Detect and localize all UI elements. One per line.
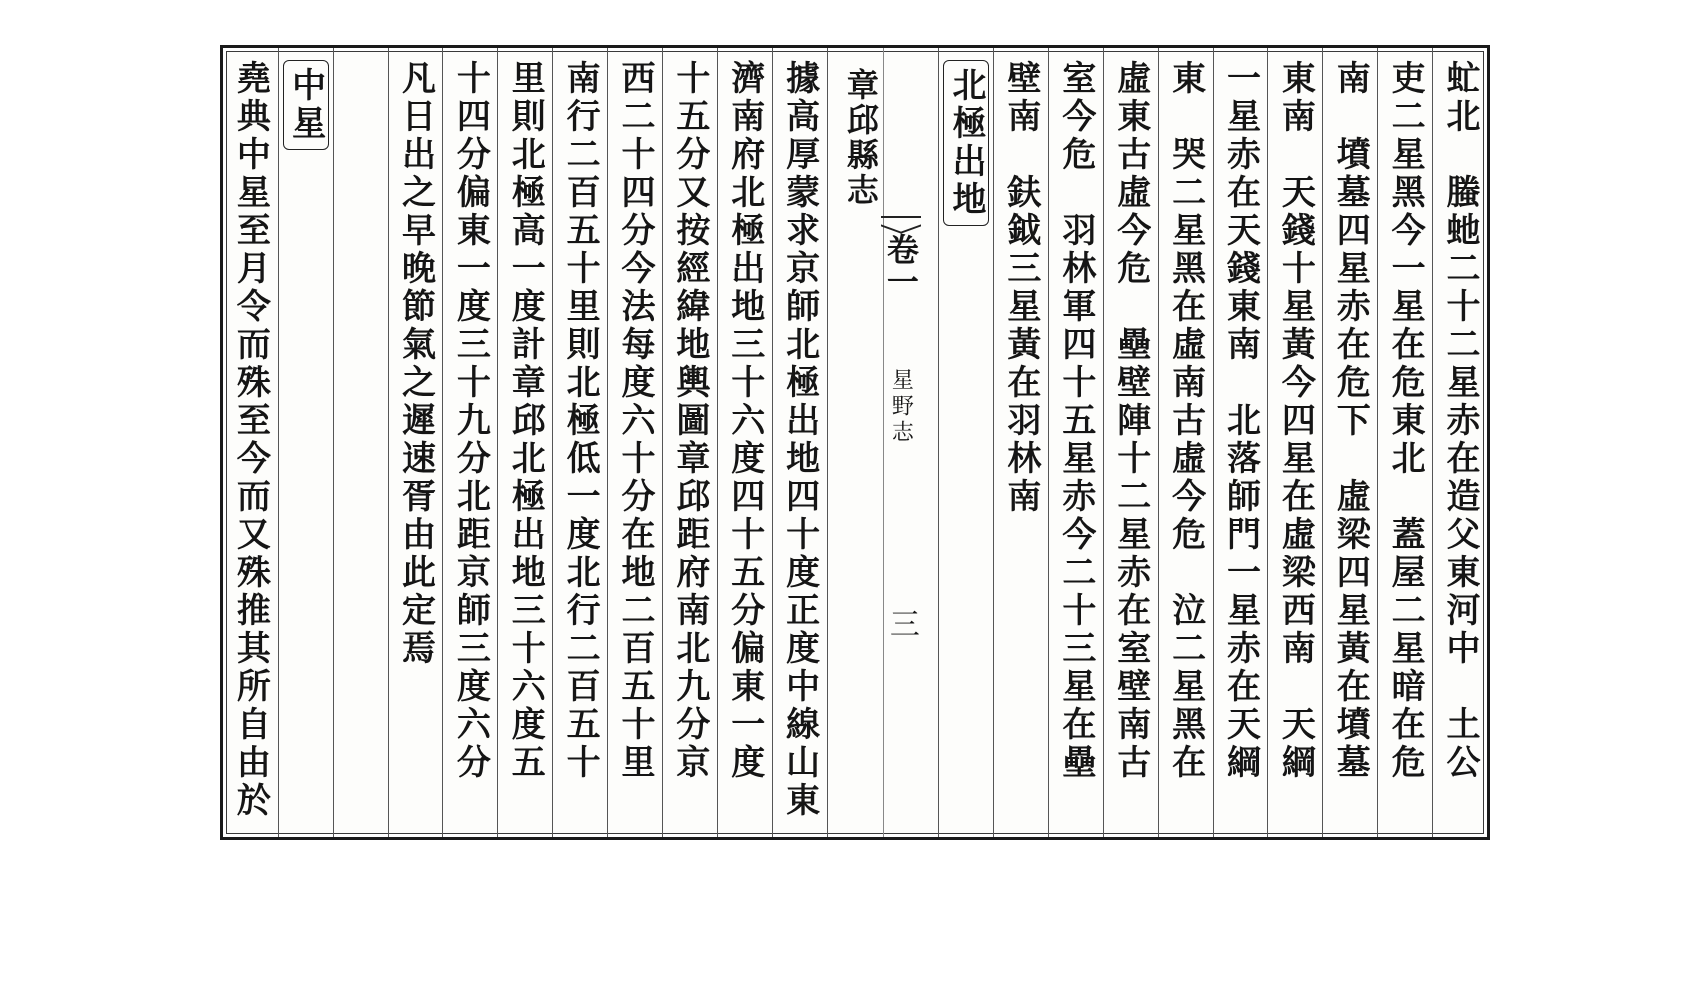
volume-label: 卷一 (881, 233, 920, 297)
text-column: 十四分偏東一度三十九分北距京師三度六分 (450, 60, 491, 782)
book-title: 章邱縣志 (841, 68, 880, 208)
right-leaf-column (1103, 48, 1158, 837)
page-number: 三 (883, 608, 919, 638)
left-leaf-column (333, 48, 388, 837)
text-column: 濟南府北極出地三十六度四十五分偏東一度 (724, 60, 765, 782)
left-leaf-column (278, 48, 333, 837)
right-leaf-column (1048, 48, 1103, 837)
fishtail-mark (881, 216, 921, 230)
text-column: 西二十四分今法每度六十分在地二百五十里 (615, 60, 655, 782)
text-column: 據高厚蒙求京師北極出地四十度正度中線山東 (779, 60, 820, 820)
section-label: 星野志 (888, 368, 914, 446)
section-heading: 北極出地 (943, 60, 989, 226)
right-leaf-column (1377, 48, 1432, 837)
text-column: 南 墳墓四星赤在危下 虛梁四星黃在墳墓 (1330, 60, 1371, 782)
center-fold (827, 48, 938, 837)
right-leaf-column (1322, 48, 1377, 837)
left-leaf-column (552, 48, 607, 837)
text-column: 凡日出之早晚節氣之遲速胥由此定焉 (395, 60, 436, 668)
left-leaf-column (497, 48, 552, 837)
text-column: 一星赤在天錢東南 北落師門一星赤在天綱 (1220, 60, 1261, 782)
left-leaf-column (607, 48, 662, 837)
text-column: 堯典中星至月令而殊至今而又殊推其所自由於 (230, 60, 271, 820)
text-column: 里則北極高一度計章邱北極出地三十六度五 (505, 60, 546, 782)
left-leaf-column (388, 48, 443, 837)
fold-line (883, 48, 884, 837)
right-leaf-column (1213, 48, 1268, 837)
right-leaf-column (1267, 48, 1322, 837)
text-column: 虻北 螣虵二十二星赤在造父東河中 土公 (1440, 60, 1481, 782)
left-leaf-column (442, 48, 497, 837)
left-leaf-column (223, 48, 278, 837)
section-heading: 中星 (283, 60, 329, 150)
left-leaf-column (772, 48, 827, 837)
text-column: 東南 天錢十星黃今四星在虛梁西南 天綱 (1275, 60, 1316, 782)
left-leaf-column (717, 48, 772, 837)
text-column: 東 哭二星黑在虛南古虛今危 泣二星黑在 (1165, 60, 1206, 782)
printed-frame (220, 45, 1490, 840)
right-leaf-column (993, 48, 1048, 837)
right-leaf-column (1432, 48, 1487, 837)
text-column: 室今危 羽林軍四十五星赤今二十三星在壘 (1055, 60, 1096, 782)
text-column: 十五分又按經緯地輿圖章邱距府南北九分京 (669, 60, 710, 782)
text-column: 壁南 鈇鉞三星黃在羽林南 (1000, 60, 1041, 516)
right-leaf-column (938, 48, 993, 837)
text-column: 南行二百五十里則北極低一度北行二百五十 (560, 60, 601, 782)
right-leaf-column (1158, 48, 1213, 837)
text-column: 吏二星黑今一星在危東北 蓋屋二星暗在危 (1385, 60, 1426, 782)
text-column: 虛東古虛今危 壘壁陣十二星赤在室壁南古 (1110, 60, 1151, 782)
left-leaf-column (662, 48, 717, 837)
